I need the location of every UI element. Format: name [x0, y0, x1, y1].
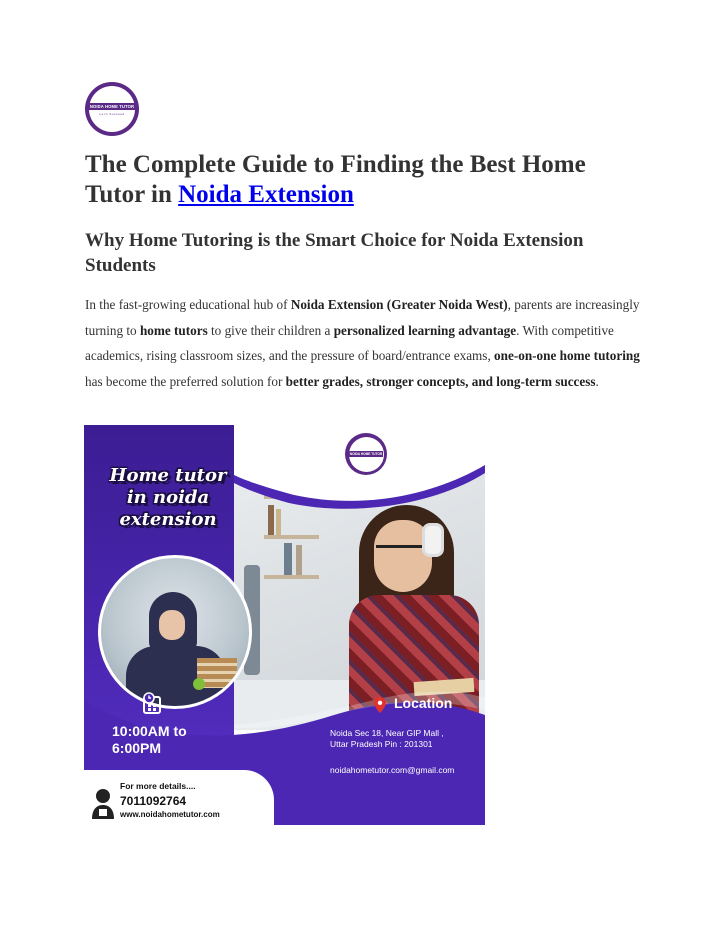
phone-number: 7011092764	[120, 794, 187, 808]
poster-headline	[108, 465, 228, 531]
paragraph-emphasis: Noida Extension (Greater Noida West)	[290, 297, 508, 312]
hours-line: 6:00PM	[112, 740, 162, 756]
website-url: www.noidahometutor.com	[120, 810, 220, 819]
paragraph-text: In the fast-growing educational hub of	[85, 297, 291, 312]
shelf	[264, 575, 319, 579]
noida-extension-link[interactable]: Noida Extension	[178, 181, 354, 208]
site-logo[interactable]	[85, 82, 139, 136]
logo-tagline: Let's Succeed	[99, 111, 125, 116]
paragraph-text: , parents are increasingly turning to	[85, 297, 640, 338]
paragraph-text: to give their children a	[207, 322, 334, 338]
poster-logo-text: NOIDA HOME TUTOR	[349, 452, 383, 456]
headline-line: extension	[119, 509, 217, 530]
poster-logo	[345, 433, 387, 475]
book	[284, 543, 292, 575]
headline-line: in noida	[126, 487, 210, 508]
shelf	[264, 535, 319, 539]
face	[159, 610, 185, 640]
address-line: Noida Sec 18, Near GIP Mall ,	[330, 728, 444, 738]
poster-logo-inner	[349, 437, 384, 472]
business-hours	[112, 723, 232, 757]
location-heading: Location	[394, 695, 453, 711]
paragraph-text: . With competitive academics, rising classroom sizes, and the pressure of board/entrance exams,	[85, 322, 614, 364]
clock-calendar-icon	[140, 691, 164, 715]
poster-email: noidahometutor.com@gmail.com	[330, 765, 455, 775]
headline-line: Home tutor	[109, 465, 227, 486]
promo-poster	[84, 425, 485, 825]
paragraph-emphasis: better grades, stronger concepts, and long-term success	[285, 373, 596, 389]
headphones	[422, 523, 444, 557]
paragraph-text: has become the preferred solution for	[85, 373, 286, 389]
address	[330, 728, 480, 750]
paragraph-text: .	[595, 373, 599, 389]
logo-inner	[89, 86, 135, 132]
paragraph-emphasis: home tutors	[139, 322, 208, 338]
paragraph-emphasis: one-on-one home tutoring	[494, 348, 640, 364]
hours-line: 10:00AM to	[112, 723, 187, 739]
paragraph-emphasis: personalized learning advantage	[333, 322, 517, 338]
address-line: Uttar Pradesh Pin : 201301	[330, 739, 433, 749]
section-heading: Why Home Tutoring is the Smart Choice for Noida Extension Students	[85, 230, 584, 276]
more-details-label: For more details....	[120, 781, 196, 791]
location-pin-icon	[374, 697, 386, 713]
book	[296, 545, 302, 575]
page-title	[85, 150, 645, 210]
intro-paragraph	[85, 292, 645, 394]
logo-text: NOIDA HOME TUTOR	[89, 103, 135, 109]
title-text: The Complete Guide to Finding the Best Home Tutor in	[85, 151, 586, 208]
support-person-icon	[90, 787, 116, 819]
